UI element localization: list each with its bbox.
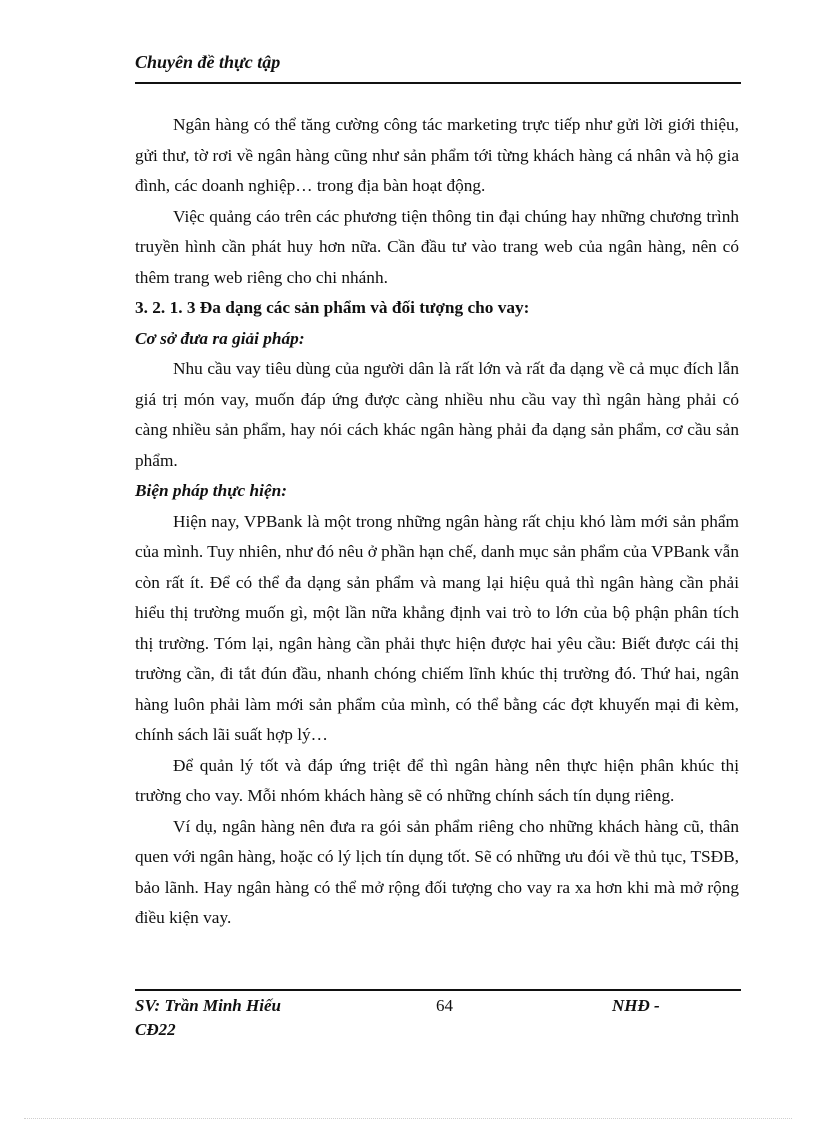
subheading-measures: Biện pháp thực hiện: <box>135 481 287 500</box>
footer-divider <box>135 989 741 991</box>
footer-student: SV: Trần Minh Hiếu CĐ22 <box>135 996 281 1039</box>
header-divider <box>135 82 741 84</box>
document-body <box>135 110 739 934</box>
page-edge-dotted-line <box>24 1118 792 1119</box>
paragraph-demand: Nhu cầu vay tiêu dùng của người dân là rất lớn và rất đa dạng về cả mục đích lẫn giá trị món vay, muốn đáp ứng được càng nhiều nhu cầu vay thì ngân hàng phải có càng nhiều sản phẩm, hay nói cách khác ngân hàng phải đa dạng sản phẩm, cơ cầu sản phẩm. <box>135 359 739 470</box>
page-number: 64 <box>436 996 453 1015</box>
running-header: Chuyên đề thực tập <box>135 52 281 72</box>
paragraph-segmentation: Để quản lý tốt và đáp ứng triệt để thì ngân hàng nên thực hiện phân khúc thị trường cho vay. Mỗi nhóm khách hàng sẽ có những chính sách tín dụng riêng. <box>135 755 739 805</box>
paragraph-vpbank: Hiện nay, VPBank là một trong những ngân hàng rất chịu khó làm mới sản phẩm của mình. Tuy nhiên, như đó nêu ở phần hạn chế, danh mục sản phẩm của VPBank vẫn còn rất ít. Để có thể đa dạng sản phẩm và mang lại hiệu quả thì ngân hàng cần phải hiểu thị trường muốn gì, một lần nữa khẳng định vai trò to lớn của bộ phận phân tích thị trường. Tóm lại, ngân hàng cần phải thực hiện được hai yêu cầu: Biết được cái thị trường cần, đi tắt đún đầu, nhanh chóng chiếm lĩnh khúc thị trường đó. Thứ hai, ngân hàng luôn phải làm mới sản phẩm của mình, có thể bằng các đợt khuyến mại đi kèm, chính sách lãi suất hợp lý… <box>135 511 739 744</box>
paragraph-example: Ví dụ, ngân hàng nên đưa ra gói sản phẩm riêng cho những khách hàng cũ, thân quen với ngân hàng, hoặc có lý lịch tín dụng tốt. Sẽ có những ưu đói về thủ tục, TSĐB, bảo lãnh. Hay ngân hàng có thể mở rộng đối tượng cho vay ra xa hơn khi mà mở rộng điều kiện vay. <box>135 816 739 927</box>
subheading-basis: Cơ sở đưa ra giải pháp: <box>135 328 305 348</box>
section-heading: 3. 2. 1. 3 Đa dạng các sản phẩm và đối tượng cho vay: <box>135 298 530 317</box>
footer-department: NHĐ - <box>612 996 660 1015</box>
paragraph-advertising: Việc quảng cáo trên các phương tiện thông tin đại chúng hay những chương trình truyền hình cần phát huy hơn nữa. Cần đầu tư vào trang web của ngân hàng, nên có thêm trang web riêng cho chi nhánh. <box>135 206 739 287</box>
paragraph-marketing: Ngân hàng có thể tăng cường công tác marketing trực tiếp như gửi lời giới thiệu, gửi thư, tờ rơi về ngân hàng cũng như sản phẩm tới từng khách hàng cá nhân và hộ gia đình, các doanh nghiệp… trong địa bàn hoạt động. <box>135 115 739 195</box>
